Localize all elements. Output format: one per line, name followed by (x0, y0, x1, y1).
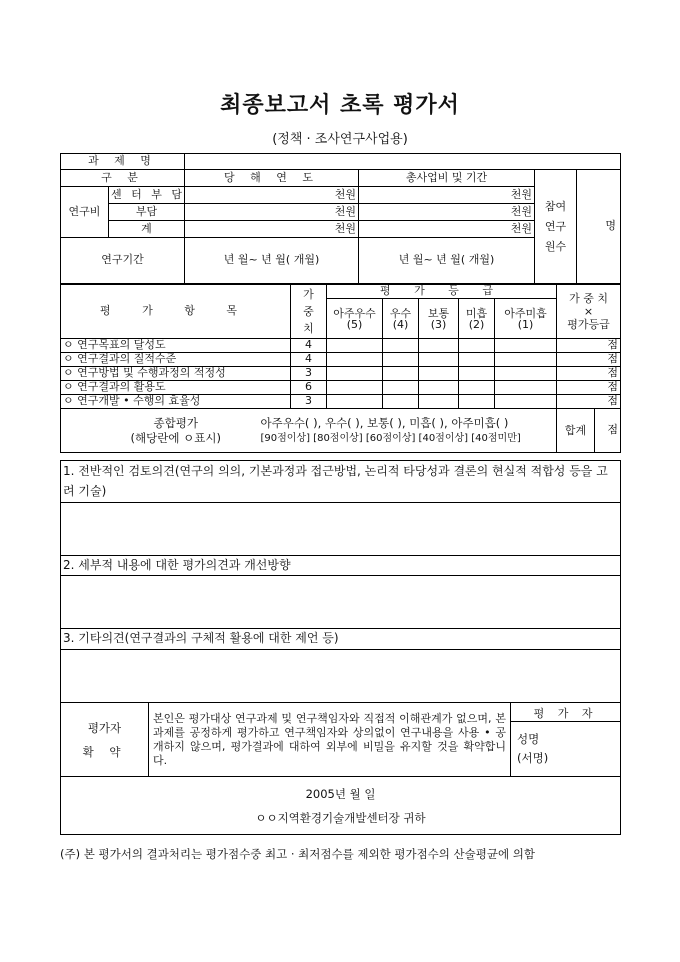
grade-cell[interactable] (327, 353, 383, 367)
grade-col-average: 보통 (3) (419, 299, 459, 339)
table-row (61, 339, 621, 353)
grade-cell[interactable] (383, 381, 419, 395)
grade-cell[interactable] (495, 381, 557, 395)
grade-cell[interactable] (419, 367, 459, 381)
page-subtitle: (정책 · 조사연구사업용) (272, 132, 408, 147)
grade-col-very-poor: 아주미흡 (1) (495, 299, 557, 339)
overall-label: 종합평가 (해당란에 ㅇ표시) (61, 409, 291, 453)
grade-cell[interactable] (459, 339, 495, 353)
period-label: 연구기간 (61, 238, 185, 284)
grade-cell[interactable] (327, 367, 383, 381)
project-info-table (60, 153, 621, 284)
budget-label: 연구비 (61, 187, 109, 238)
evaluator-cell (511, 703, 621, 777)
center-share-label: 센 터 부 담 (109, 187, 185, 204)
evaluator-header: 평 가 자 (511, 707, 620, 722)
grade-cell[interactable] (459, 381, 495, 395)
pledge-label: 평가자 확 약 (61, 703, 149, 777)
item-weight: 6 (291, 381, 327, 395)
footer-date: 2005년 월 일 (305, 786, 376, 801)
item-weight: 4 (291, 339, 327, 353)
weighted-score-cell[interactable]: 점 (557, 353, 621, 367)
grade-cell[interactable] (383, 395, 419, 409)
sum-value-cell[interactable]: 점 (595, 409, 621, 453)
grade-cell[interactable] (327, 381, 383, 395)
table-row (61, 395, 621, 409)
section-2-heading: 2. 세부적 내용에 대한 평가의견과 개선방향 (61, 556, 621, 576)
item-weight: 3 (291, 395, 327, 409)
center-total-field[interactable]: 천원 (359, 187, 535, 204)
overall-options-line: 아주우수( ), 우수( ), 보통( ), 미흡( ), 아주미흡( ) (260, 415, 509, 430)
project-name-label: 과 제 명 (61, 154, 185, 170)
item-weight: 3 (291, 367, 327, 381)
grade-col-excellent: 아주우수 (5) (327, 299, 383, 339)
grade-cell[interactable] (459, 395, 495, 409)
current-year-label: 당 해 연 도 (185, 170, 359, 187)
grade-cell[interactable] (383, 367, 419, 381)
grade-cell[interactable] (383, 353, 419, 367)
grade-cell[interactable] (495, 339, 557, 353)
item-name: ㅇ 연구목표의 달성도 (61, 339, 291, 353)
pledge-text: 본인은 평가대상 연구과제 및 연구책임자와 직접적 이해관계가 없으며, 본 과제를 공정하게 평가하고 연구책임자와 상의없이 연구내용을 사용 • 공개하지 않으며, 평가결과에 대하여 외부에 비밀을 유지할 것을 확약합니다. (149, 703, 511, 777)
table-row (61, 353, 621, 367)
grade-cell[interactable] (495, 353, 557, 367)
total-budget-label: 총사업비 및 기간 (359, 170, 535, 187)
evaluation-table (60, 284, 621, 453)
total-total-field[interactable]: 천원 (359, 221, 535, 238)
total-current-field[interactable]: 천원 (185, 221, 359, 238)
grade-cell[interactable] (495, 395, 557, 409)
sum-label: 합계 (557, 409, 595, 453)
footer-recipient: ㅇㅇ지역환경기술개발센터장 귀하 (255, 810, 426, 825)
page-title: 최종보고서 초록 평가서 (220, 92, 460, 118)
item-name: ㅇ 연구개발 • 수행의 효율성 (61, 395, 291, 409)
weighted-score-cell[interactable]: 점 (557, 367, 621, 381)
weight-header: 가 중 치 (291, 285, 327, 339)
weighted-header: 가 중 치 × 평가등급 (557, 285, 621, 339)
participants-label: 참여 연구 원수 (535, 170, 577, 284)
section-3-heading: 3. 기타의견(연구결과의 구체적 활용에 대한 제언 등) (61, 629, 621, 650)
comments-table (60, 460, 621, 835)
grade-cell[interactable] (419, 381, 459, 395)
item-name: ㅇ 연구결과의 활용도 (61, 381, 291, 395)
section-3-body[interactable] (61, 650, 621, 703)
share-label: 부담 (109, 204, 185, 221)
section-2-body[interactable] (61, 576, 621, 629)
table-row (61, 381, 621, 395)
grade-cell[interactable] (495, 367, 557, 381)
grade-cell[interactable] (419, 339, 459, 353)
footer-cell (61, 777, 621, 835)
item-weight: 4 (291, 353, 327, 367)
item-name: ㅇ 연구방법 및 수행과정의 적정성 (61, 367, 291, 381)
grade-col-poor: 미흡 (2) (459, 299, 495, 339)
category-label: 구 분 (61, 170, 185, 187)
grade-col-good: 우수 (4) (383, 299, 419, 339)
period-current-field[interactable]: 년 월~ 년 월( 개월) (185, 238, 359, 284)
project-name-field[interactable] (185, 154, 621, 170)
grade-cell[interactable] (419, 395, 459, 409)
center-current-field[interactable]: 천원 (185, 187, 359, 204)
grade-header: 평 가 등 급 (327, 285, 557, 299)
grade-cell[interactable] (383, 339, 419, 353)
signature-field[interactable]: 성명 (서명) (517, 732, 549, 765)
weighted-score-cell[interactable]: 점 (557, 395, 621, 409)
share-current-field[interactable]: 천원 (185, 204, 359, 221)
overall-options[interactable] (260, 409, 557, 453)
section-1-heading: 1. 전반적인 검토의견(연구의 의의, 기본과정과 접근방법, 논리적 타당성과 결론의 현실적 적합성 등을 고려 기술) (61, 461, 621, 503)
item-header: 평 가 항 목 (61, 285, 291, 339)
overall-ranges-line: [90점이상] [80점이상] [60점이상] [40점이상] [40점미만] (260, 432, 521, 444)
table-row (61, 367, 621, 381)
grade-cell[interactable] (419, 353, 459, 367)
weighted-score-cell[interactable]: 점 (557, 381, 621, 395)
section-1-body[interactable] (61, 503, 621, 556)
grade-cell[interactable] (459, 353, 495, 367)
share-total-field[interactable]: 천원 (359, 204, 535, 221)
participants-count-field[interactable]: 명 (577, 170, 621, 284)
grade-cell[interactable] (327, 395, 383, 409)
item-name: ㅇ 연구결과의 질적수준 (61, 353, 291, 367)
grade-cell[interactable] (459, 367, 495, 381)
grade-cell[interactable] (327, 339, 383, 353)
weighted-score-cell[interactable]: 점 (557, 339, 621, 353)
total-label: 계 (109, 221, 185, 238)
footnote: (주) 본 평가서의 결과처리는 평가점수중 최고 · 최저점수를 제외한 평가점수의 산술평균에 의함 (60, 847, 535, 861)
period-total-field[interactable]: 년 월~ 년 월( 개월) (359, 238, 535, 284)
